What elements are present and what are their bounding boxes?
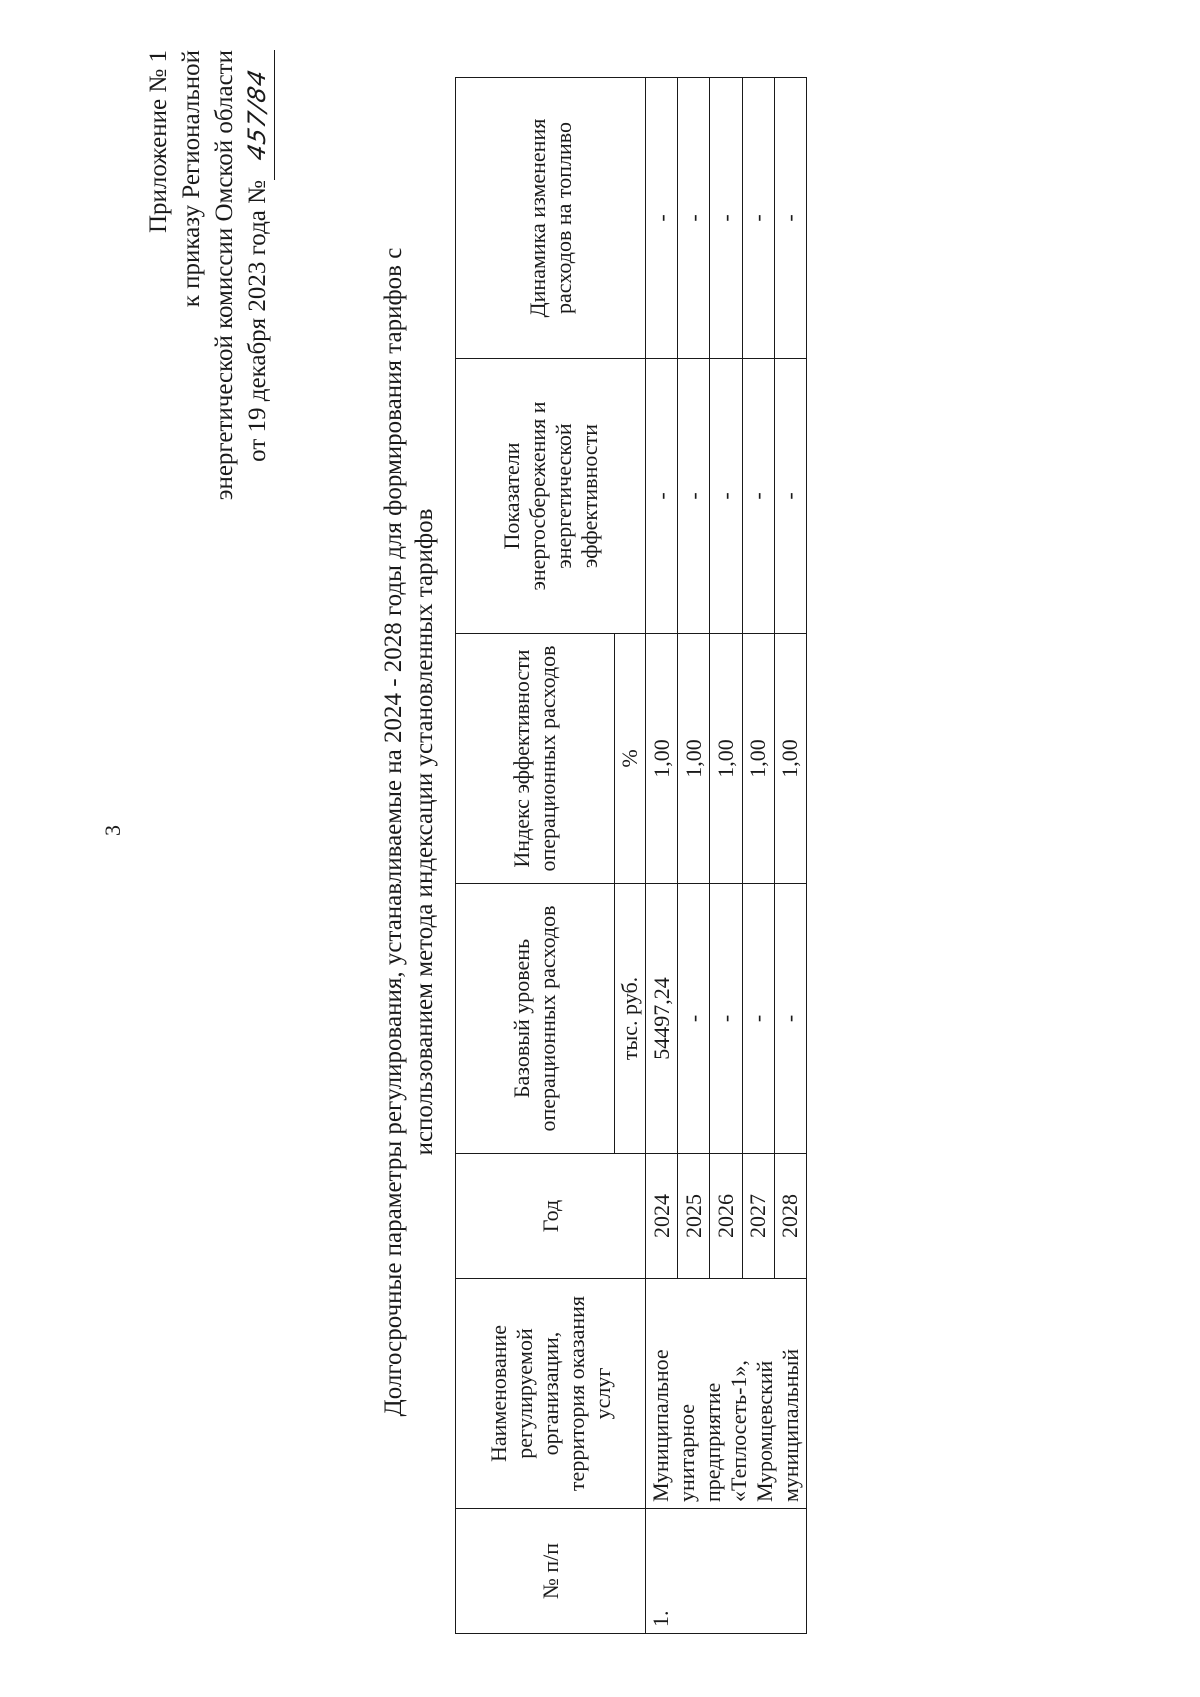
appendix-date-line xyxy=(241,50,275,750)
header-efficiency-index: Индекс эффективности операционных расходов xyxy=(456,634,615,884)
org-name-line: «Теплосеть-1», xyxy=(726,1360,751,1502)
efficiency-index-cell: 1,00 xyxy=(646,634,678,884)
header-fuel-dynamics: Динамика изменения расходов на топливо xyxy=(456,78,646,359)
efficiency-index-cell: 1,00 xyxy=(774,634,806,884)
base-opex-cell: - xyxy=(710,884,742,1154)
unit-base-opex: тыс. руб. xyxy=(615,884,646,1154)
appendix-commission: энергетической комиссии Омской области xyxy=(211,50,238,501)
fuel-dynamics-cell: - xyxy=(774,78,806,359)
base-opex-cell: - xyxy=(774,884,806,1154)
energy-saving-cell: - xyxy=(646,359,678,634)
header-energy-saving: Показатели энергосбережения и энергетической эффективности xyxy=(456,359,646,634)
header-base-opex: Базовый уровень операционных расходов xyxy=(456,884,615,1154)
appendix-header xyxy=(142,50,275,750)
fuel-dynamics-cell: - xyxy=(678,78,710,359)
base-opex-cell: - xyxy=(742,884,774,1154)
year-cell: 2025 xyxy=(678,1154,710,1279)
header-num: № п/п xyxy=(456,1509,646,1634)
unit-efficiency-index: % xyxy=(615,634,646,884)
efficiency-index-cell: 1,00 xyxy=(710,634,742,884)
year-cell: 2028 xyxy=(774,1154,806,1279)
energy-saving-cell: - xyxy=(742,359,774,634)
parameters-table xyxy=(455,77,807,1634)
org-name-line: Муниципальное xyxy=(648,1349,673,1502)
energy-saving-cell: - xyxy=(678,359,710,634)
org-name-line: Муромцевский xyxy=(752,1360,777,1502)
org-name-line: предприятие xyxy=(700,1382,725,1502)
year-cell: 2024 xyxy=(646,1154,678,1279)
row-number: 1. xyxy=(646,1509,807,1634)
efficiency-index-cell: 1,00 xyxy=(678,634,710,884)
title-line-2: использованием метода индексации установленных тарифов xyxy=(411,508,438,1156)
fuel-dynamics-cell: - xyxy=(742,78,774,359)
title-line-1: Долгосрочные параметры регулирования, устанавливаемые на 2024 - 2028 годы для формирования тарифов с xyxy=(380,247,407,1417)
fuel-dynamics-cell: - xyxy=(646,78,678,359)
fuel-dynamics-cell: - xyxy=(710,78,742,359)
appendix-title: Приложение № 1 xyxy=(145,50,172,234)
energy-saving-cell: - xyxy=(710,359,742,634)
header-year: Год xyxy=(456,1154,646,1279)
year-cell: 2026 xyxy=(710,1154,742,1279)
year-cell: 2027 xyxy=(742,1154,774,1279)
header-org: Наименование регулируемой организации, территория оказания услуг xyxy=(456,1279,646,1509)
org-name-line: унитарное xyxy=(674,1403,699,1502)
appendix-order-ref: к приказу Региональной xyxy=(178,50,205,308)
order-number-handwritten: 457/84 xyxy=(241,50,275,180)
appendix-date: от 19 декабря 2023 года № xyxy=(244,180,271,462)
energy-saving-cell: - xyxy=(774,359,806,634)
page-number: 3 xyxy=(100,825,125,836)
document-title xyxy=(378,117,440,1547)
org-name-line: муниципальный xyxy=(778,1348,803,1502)
organization-name xyxy=(646,1279,807,1509)
efficiency-index-cell: 1,00 xyxy=(742,634,774,884)
base-opex-cell: - xyxy=(678,884,710,1154)
base-opex-cell: 54497,24 xyxy=(646,884,678,1154)
